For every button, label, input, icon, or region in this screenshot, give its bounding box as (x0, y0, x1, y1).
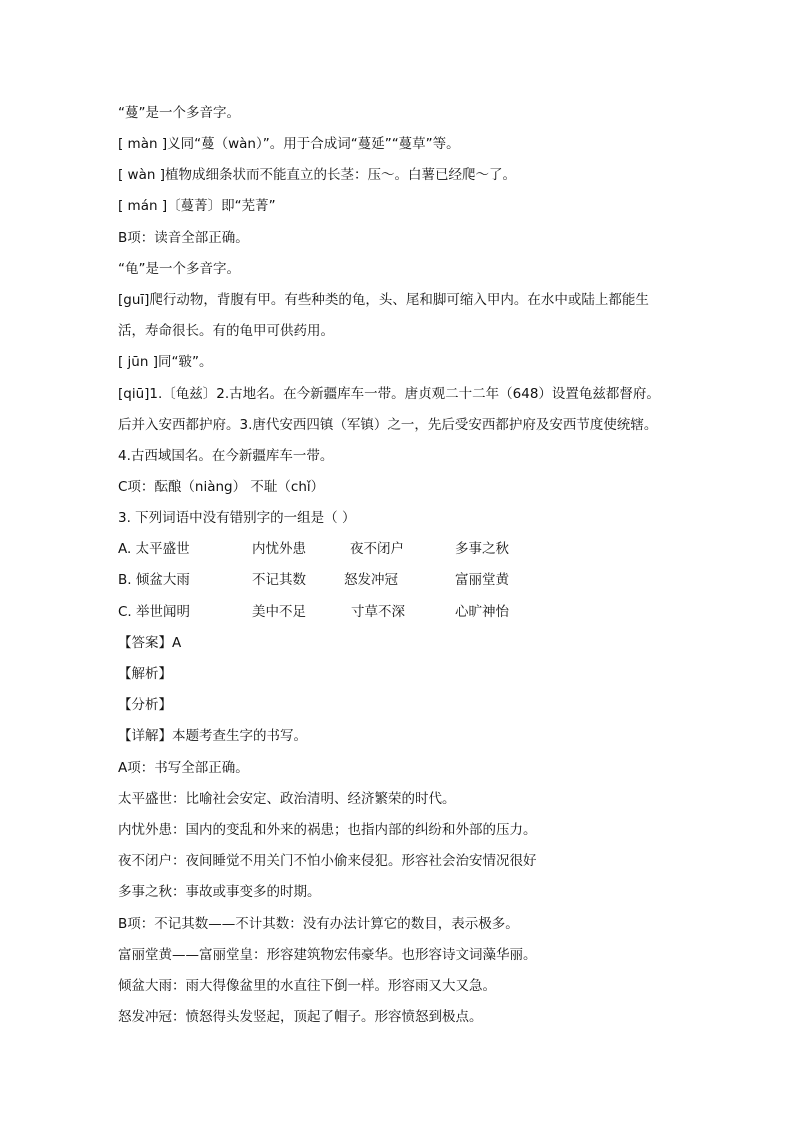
option-label: C. 举世闻明 (118, 604, 191, 620)
text-line: 富丽堂黄——富丽堂皇：形容建筑物宏伟豪华。也形容诗文词藻华丽。 (118, 947, 537, 963)
text-line: [ wàn ]植物成细条状而不能直立的长茎：压～。白薯已经爬～了。 (118, 167, 516, 183)
text-line: 倾盆大雨：雨大得像盆里的水直往下倒一样。形容雨又大又急。 (118, 978, 496, 994)
option-word: 寸草不深 (351, 604, 405, 620)
text-line: [ mán ]〔蔓菁〕即“芜菁” (118, 198, 276, 214)
text-line: C项：酝酿（niàng） 不耻（chǐ） (118, 479, 325, 495)
text-line: “龟”是一个多音字。 (118, 261, 240, 277)
text-line: [ jūn ]同“皲”。 (118, 354, 213, 370)
question-stem: 3. 下列词语中没有错别字的一组是（ ） (118, 510, 356, 526)
text-line: 多事之秋：事故或事变多的时期。 (118, 884, 321, 900)
text-line: 4.古西域国名。在今新疆库车一带。 (118, 448, 334, 464)
text-line: 夜不闭户：夜间睡觉不用关门不怕小偷来侵犯。形容社会治安情况很好 (118, 853, 537, 869)
section-heading: 【解析】 (118, 666, 172, 682)
option-row-b (118, 571, 618, 589)
option-word: 心旷神怡 (455, 604, 509, 620)
text-line: 太平盛世：比喻社会安定、政治清明、经济繁荣的时代。 (118, 791, 456, 807)
text-line: [qiū]1.〔龟兹〕2.古地名。在今新疆库车一带。唐贞观二十二年（648）设置龟兹都督府。 (118, 386, 660, 402)
answer-line: 【答案】A (118, 635, 182, 651)
text-line: “蔓”是一个多音字。 (118, 105, 240, 121)
text-line: 后并入安西都护府。3.唐代安西四镇（军镇）之一，先后受安西都护府及安西节度使统辖。 (118, 417, 658, 433)
section-heading: 【分析】 (118, 697, 172, 713)
text-line: B项：不记其数——不计其数：没有办法计算它的数目，表示极多。 (118, 916, 519, 932)
option-word: 多事之秋 (455, 541, 509, 557)
text-line: [ màn ]义同“蔓（wàn）”。用于合成词“蔓延”“蔓草”等。 (118, 136, 460, 152)
text-line: [guī]爬行动物，背腹有甲。有些种类的龟，头、尾和脚可缩入甲内。在水中或陆上都能生 (118, 292, 649, 308)
text-line: 活，寿命很长。有的龟甲可供药用。 (118, 323, 334, 339)
option-row-c (118, 603, 618, 621)
option-word: 怒发冲冠 (344, 572, 398, 588)
text-line: 【详解】本题考查生字的书写。 (118, 728, 307, 744)
option-word: 富丽堂黄 (455, 572, 509, 588)
text-line: B项：读音全部正确。 (118, 230, 249, 246)
option-label: A. 太平盛世 (118, 541, 190, 557)
text-line: A项：书写全部正确。 (118, 760, 249, 776)
text-line: 怒发冲冠：愤怒得头发竖起，顶起了帽子。形容愤怒到极点。 (118, 1009, 483, 1025)
option-row-a (118, 540, 618, 558)
option-word: 夜不闭户 (350, 541, 404, 557)
option-word: 美中不足 (252, 604, 306, 620)
option-word: 不记其数 (252, 572, 306, 588)
option-word: 内忧外患 (252, 541, 306, 557)
text-line: 内忧外患：国内的变乱和外来的祸患；也指内部的纠纷和外部的压力。 (118, 822, 537, 838)
option-label: B. 倾盆大雨 (118, 572, 190, 588)
